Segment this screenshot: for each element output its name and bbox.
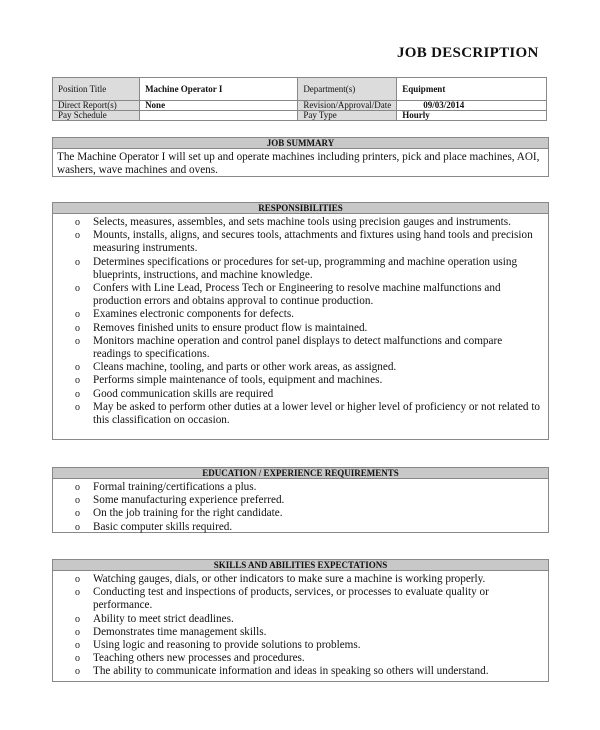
skill-item bbox=[57, 573, 542, 586]
skill-item bbox=[57, 626, 542, 639]
responsibility-item-text: Good communication skills are required bbox=[93, 387, 274, 400]
bullet-icon: o bbox=[75, 626, 80, 638]
bullet-icon: o bbox=[75, 587, 80, 599]
skill-item bbox=[57, 665, 542, 678]
education-item-text: Basic computer skills required. bbox=[93, 520, 233, 533]
skill-item bbox=[57, 652, 542, 665]
job-summary-text: The Machine Operator I will set up and operate machines including printers, pick and place machines, AOI, washers, wave machines and ovens. bbox=[57, 151, 540, 177]
responsibility-item-text: Examines electronic components for defects. bbox=[93, 308, 294, 321]
responsibility-item-text: Determines specifications or procedures for set-up, programming and machine operation using blueprints, instructions, and machine knowledge. bbox=[93, 255, 518, 281]
education-section bbox=[52, 467, 549, 533]
responsibility-item-text: Mounts, installs, aligns, and secures tools, attachments and fixtures using hand tools and precision measuring instruments. bbox=[93, 229, 533, 255]
education-item bbox=[57, 521, 542, 534]
education-item-text: On the job training for the right candidate. bbox=[93, 507, 283, 520]
bullet-icon: o bbox=[75, 217, 80, 228]
bullet-icon: o bbox=[75, 256, 80, 268]
bullet-icon: o bbox=[75, 230, 80, 242]
skills-list bbox=[57, 573, 542, 679]
job-summary-heading: JOB SUMMARY bbox=[53, 138, 548, 149]
responsibility-item bbox=[57, 322, 542, 335]
bullet-icon: o bbox=[75, 574, 80, 585]
responsibilities-section bbox=[52, 202, 549, 440]
responsibility-item bbox=[57, 388, 542, 401]
responsibility-item bbox=[57, 282, 542, 308]
bullet-icon: o bbox=[75, 521, 80, 533]
skill-item bbox=[57, 613, 542, 626]
page-title: JOB DESCRIPTION bbox=[397, 45, 539, 61]
responsibility-item bbox=[57, 374, 542, 387]
skill-item-text: Watching gauges, dials, or other indicators to make sure a machine is working properly. bbox=[93, 573, 486, 585]
education-item bbox=[57, 481, 542, 494]
skill-item-text: The ability to communicate information and ideas in speaking so others will understand. bbox=[93, 665, 489, 678]
bullet-icon: o bbox=[75, 388, 80, 400]
direct-reports-label: Direct Report(s) bbox=[53, 101, 140, 111]
education-item-text: Formal training/certifications a plus. bbox=[93, 481, 257, 493]
bullet-icon: o bbox=[75, 653, 80, 665]
responsibility-item-text: May be asked to perform other duties at a lower level or higher level of proficiency or not related to this classification on occasion. bbox=[93, 400, 541, 427]
position-title-label: Position Title bbox=[53, 78, 140, 101]
skill-item bbox=[57, 586, 542, 612]
skill-item-text: Teaching others new processes and procedures. bbox=[93, 652, 305, 665]
bullet-icon: o bbox=[75, 613, 80, 625]
education-item bbox=[57, 507, 542, 520]
skill-item bbox=[57, 639, 542, 652]
responsibility-item bbox=[57, 361, 542, 374]
pay-type-value: Hourly bbox=[397, 111, 547, 121]
job-summary-section bbox=[52, 137, 549, 177]
bullet-icon: o bbox=[75, 335, 80, 347]
pay-schedule-value bbox=[140, 111, 298, 121]
revision-date-value: 09/03/2014 bbox=[397, 101, 547, 111]
bullet-icon: o bbox=[75, 508, 80, 520]
bullet-icon: o bbox=[75, 482, 80, 493]
responsibility-item-text: Cleans machine, tooling, and parts or other work areas, as assigned. bbox=[93, 361, 397, 374]
bullet-icon: o bbox=[75, 283, 80, 295]
education-list bbox=[57, 481, 542, 534]
department-value: Equipment bbox=[397, 78, 547, 101]
department-label: Department(s) bbox=[298, 78, 397, 101]
revision-label: Revision/Approval/Date bbox=[298, 101, 397, 111]
direct-reports-value: None bbox=[140, 101, 298, 111]
responsibility-item-text: Confers with Line Lead, Process Tech or Engineering to resolve machine malfunctions and production errors and obtains approval to continue production. bbox=[93, 282, 501, 308]
responsibility-item bbox=[57, 335, 542, 361]
skills-section bbox=[52, 559, 549, 682]
education-heading: EDUCATION / EXPERIENCE REQUIREMENTS bbox=[53, 468, 548, 479]
bullet-icon: o bbox=[75, 640, 80, 652]
responsibility-item bbox=[57, 401, 542, 427]
bullet-icon: o bbox=[75, 322, 80, 334]
skill-item-text: Ability to meet strict deadlines. bbox=[93, 612, 234, 625]
responsibility-item bbox=[57, 216, 542, 229]
job-info-table bbox=[52, 77, 547, 121]
responsibility-item-text: Performs simple maintenance of tools, equipment and machines. bbox=[93, 374, 383, 387]
responsibilities-heading: RESPONSIBILITIES bbox=[53, 203, 548, 214]
bullet-icon: o bbox=[75, 309, 80, 321]
bullet-icon: o bbox=[75, 666, 80, 678]
position-title-value: Machine Operator I bbox=[140, 78, 298, 101]
education-item-text: Some manufacturing experience preferred. bbox=[93, 494, 285, 507]
bullet-icon: o bbox=[75, 375, 80, 387]
skill-item-text: Conducting test and inspections of products, services, or processes to evaluate quality or performance. bbox=[93, 586, 489, 612]
skill-item-text: Demonstrates time management skills. bbox=[93, 625, 267, 638]
responsibility-item bbox=[57, 256, 542, 282]
bullet-icon: o bbox=[75, 362, 80, 374]
responsibility-item-text: Selects, measures, assembles, and sets machine tools using precision gauges and instruments. bbox=[93, 216, 511, 228]
responsibilities-list bbox=[57, 216, 542, 427]
education-item bbox=[57, 494, 542, 507]
responsibility-item-text: Removes finished units to ensure product flow is maintained. bbox=[93, 321, 368, 334]
bullet-icon: o bbox=[75, 495, 80, 507]
skill-item-text: Using logic and reasoning to provide solutions to problems. bbox=[93, 639, 361, 652]
responsibility-item-text: Monitors machine operation and control panel displays to detect malfunctions and compare readings to specifications. bbox=[93, 334, 503, 361]
pay-type-label: Pay Type bbox=[298, 111, 397, 121]
responsibility-item bbox=[57, 229, 542, 255]
bullet-icon: o bbox=[75, 401, 80, 413]
skills-heading: SKILLS AND ABILITIES EXPECTATIONS bbox=[53, 560, 548, 571]
pay-schedule-label: Pay Schedule bbox=[53, 111, 140, 121]
responsibility-item bbox=[57, 308, 542, 321]
